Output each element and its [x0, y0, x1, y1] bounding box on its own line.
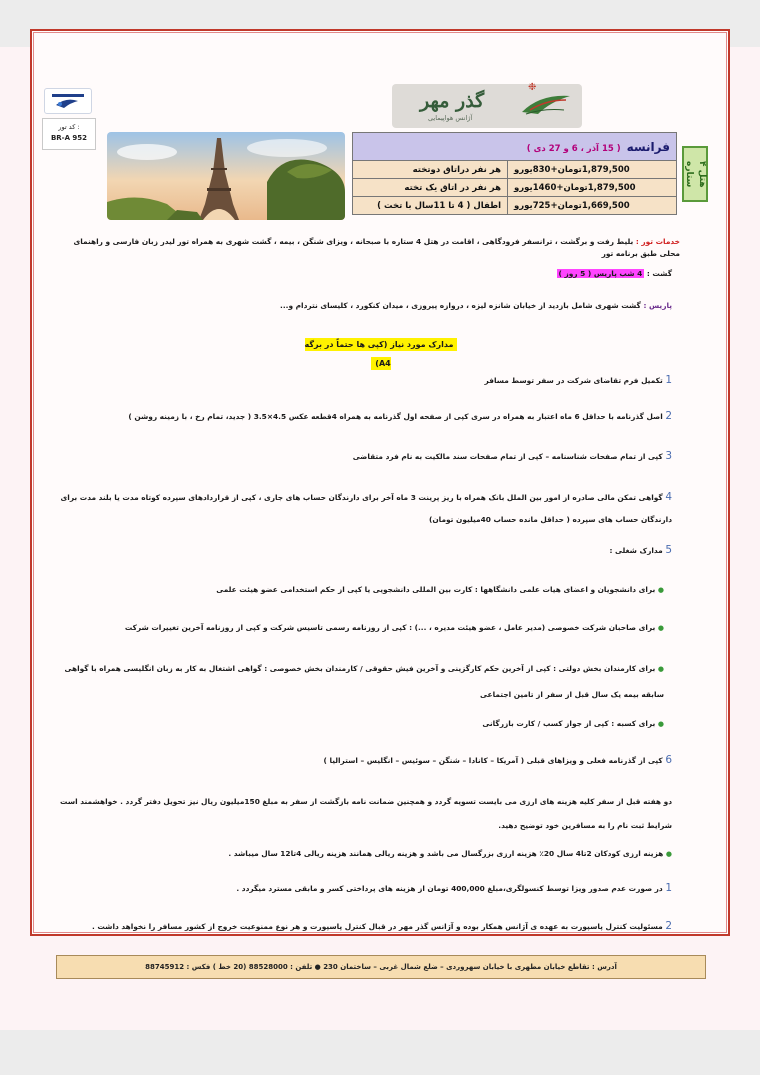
- job-doc-item: [60, 656, 664, 708]
- brand-name: گذر مهر: [420, 90, 485, 112]
- address-footer: آدرس : تقاطع خیابان مطهری با خیابان سهروردی – ضلع شمال غربی – ساختمان 230 ● تلفن : 88528000 (20 خط ) فکس : 88745912: [56, 955, 706, 979]
- hotel-rating-tag: هتل ۴ ستاره: [682, 146, 708, 202]
- docs-title-wrap: [298, 332, 464, 368]
- tour-label: گشت :: [646, 269, 672, 278]
- bullet-icon: ●: [657, 624, 664, 632]
- doc-number: 4: [665, 491, 672, 503]
- price-row: [353, 179, 677, 197]
- note-number: 1: [665, 882, 672, 894]
- services-label: خدمات تور :: [635, 237, 680, 246]
- paris-label: پاریس :: [643, 301, 672, 310]
- job-doc-text: برای دانشجویان و اعضای هیات علمی دانشگاهها : کارت بین المللی دانشجویی یا کپی از حکم استخدامی عضو هیئت علمی: [216, 585, 656, 594]
- job-doc-text: برای کسبه : کپی از جواز کسب / کارت بازرگانی: [482, 719, 656, 728]
- doc-text: تکمیل فرم تقاضای شرکت در سفر توسط مسافر: [484, 376, 663, 385]
- doc-text: اصل گذرنامه با حداقل 6 ماه اعتبار به همراه در سری کپی از صفحه اول گذرنامه به همراه 4قطعه عکس 4.5×3.5 ( جدید، تمام رخ ، با زمینه روشن ): [128, 412, 663, 421]
- price-row-label: هر نفر دراتاق دوتخته: [353, 161, 508, 179]
- doc-number: 5: [665, 544, 672, 556]
- doc-item-4: [60, 486, 672, 531]
- doc-text: گواهی تمکن مالی صادره از امور بین الملل بانک همراه با ریز پرینت 3 ماه آخر برای دارندگان حساب های جاری ، کپی از قراردادهای سپرده کوتاه مدت یا بلند مدت برای دارندگان حساب های سپرده ( حداقل مانده حساب 40میلیون تومان): [60, 493, 672, 524]
- brand-logo: [392, 84, 582, 128]
- price-row-label: هر نفر در اتاق یک تخته: [353, 179, 508, 197]
- payment-notice: دو هفته قبل از سفر کلیه هزینه های ارزی می بایست تسویه گردد و همچنین ضمانت نامه بازگشت از سفر به مبلغ 150میلیون ریال نیز تحویل دفتر گردد . خواهشمند است شرایط ثبت نام را به مسافرین خود توضیح دهید.: [60, 797, 672, 830]
- country-name: فرانسه: [626, 139, 670, 154]
- job-doc-item: [60, 584, 664, 596]
- services-line: [60, 236, 680, 260]
- job-doc-text: برای صاحبان شرکت خصوصی (مدیر عامل ، عضو هیئت مدیره ، ...) : کپی از روزنامه رسمی تاسیس شرکت و کپی از روزنامه آخرین تغییرات شرکت: [124, 623, 656, 632]
- price-table: [352, 132, 677, 215]
- brand-star-icon: ❉: [528, 82, 537, 93]
- bullet-icon: ●: [657, 720, 664, 728]
- doc-item-3: [60, 450, 672, 463]
- job-doc-item: [60, 622, 664, 634]
- bullet-icon: ●: [657, 665, 664, 673]
- doc-item-1: [60, 374, 672, 387]
- child-cost-note: [60, 848, 672, 860]
- note-number: 2: [665, 920, 672, 932]
- job-doc-item: [60, 718, 664, 730]
- child-cost-text: هزینه ارزی کودکان 2تا4 سال 20٪ هزینه ارزی بزرگسال می باشد و هزینه ریالی همانند هزینه ریالی 4تا12 سال میباشد .: [228, 849, 664, 858]
- doc-text: کپی از تمام صفحات شناسنامه – کپی از تمام صفحات سند مالکیت به نام فرد متقاضی: [352, 452, 663, 461]
- final-note-1: [60, 882, 672, 895]
- docs-title: مدارک مورد نیاز (کپی ها حتماً در برگه A4): [305, 338, 458, 370]
- job-doc-text: برای کارمندان بخش دولتی : کپی از آخرین حکم کارگزینی و آخرین فیش حقوقی / کارمندان بخش خصوصی : گواهی اشتغال به کار به زبان انگلیسی همراه با گواهی سابقه بیمه یک سال قبل از سفر از تامین اجتماعی: [64, 664, 664, 699]
- doc-number: 6: [665, 754, 672, 766]
- tour-dates: ( 15 آذر ، 6 و 27 دی ): [526, 143, 621, 154]
- price-row: [353, 161, 677, 179]
- agency-logo: [44, 88, 92, 114]
- final-note-2: [60, 920, 672, 933]
- price-row-value: 1,879,500تومان+830یورو: [508, 161, 677, 179]
- doc-item-2: [60, 410, 672, 423]
- note-text: مسئولیت کنترل پاسپورت به عهده ی آژانس همکار بوده و آژانس گذر مهر در قبال کنترل پاسپورت و هر نوع ممنوعیت خروج از کشور مسافر را نخواهد داشت .: [91, 922, 663, 931]
- tour-line: [60, 268, 672, 280]
- eiffel-tower-photo: [107, 132, 345, 220]
- price-table-header: [353, 133, 677, 161]
- price-row-value: 1,879,500تومان+1460یورو: [508, 179, 677, 197]
- note-text: در صورت عدم صدور ویزا توسط کنسولگری،مبلغ 400,000 تومان از هزینه های پرداختی کسر و مابقی مسترد میگردد .: [236, 884, 663, 893]
- doc-number: 2: [665, 410, 672, 422]
- doc-text: کپی از گذرنامه فعلی و ویزاهای قبلی ( آمریکا – کانادا – شنگن – سوئیس – انگلیس – استرالیا ): [323, 756, 663, 765]
- services-text: بلیط رفت و برگشت ، ترانسفر فرودگاهی ، اقامت در هتل 4 ستاره با صبحانه ، ویزای شنگن ، بیمه ، گشت شهری به همراه تور لیدر زبان فارسی و راهنمای محلی طبق برنامه تور: [73, 237, 680, 258]
- paris-line: [60, 300, 672, 312]
- doc-number: 1: [665, 374, 672, 386]
- doc-item-6: [60, 754, 672, 767]
- paris-text: گشت شهری شامل بازدید از خیابان شانزه لیزه ، دروازه پیروزی ، میدان کنکورد ، کلیسای نتردام و...: [280, 301, 641, 310]
- doc-item-5: [60, 544, 672, 557]
- brand-subtitle: آژانس هواپیمایی: [428, 114, 473, 122]
- tour-duration: 4 شب پاریس ( 5 روز ): [558, 269, 643, 278]
- price-row-value: 1,669,500تومان+725یورو: [508, 197, 677, 215]
- tour-code-box: [42, 118, 96, 150]
- tour-code-value: BR-A 952: [50, 134, 88, 142]
- tour-code-label: کد تور :: [58, 123, 80, 131]
- price-row-label: اطفال ( 4 تا 11سال با تخت ): [353, 197, 508, 215]
- price-row: [353, 197, 677, 215]
- bullet-icon: ●: [665, 850, 672, 858]
- doc-number: 3: [665, 450, 672, 462]
- bullet-icon: ●: [657, 586, 664, 594]
- doc-text: مدارک شغلی :: [609, 546, 663, 555]
